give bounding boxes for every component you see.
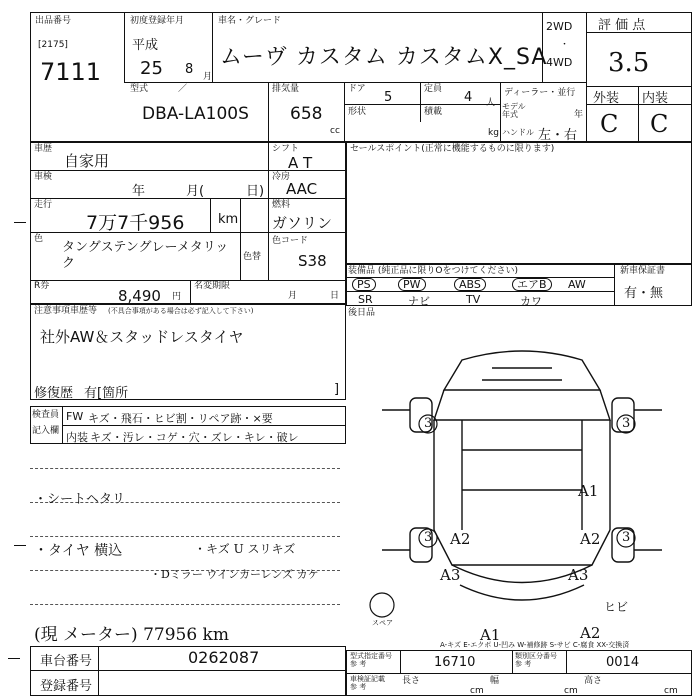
diagram-mark-a1-rear: A1	[480, 626, 501, 644]
color-code-label: 色コード	[272, 236, 309, 246]
color-value: タングステングレーメタリック	[62, 240, 229, 271]
drive-2wd: 2WD	[546, 20, 573, 33]
diagram-mark-crack: ヒビ	[604, 600, 629, 614]
car-name: ムーヴ カスタム カスタムX_SA	[220, 45, 548, 70]
equipment-item: エアB	[512, 278, 552, 291]
fuel-label: 燃料	[272, 200, 291, 210]
mileage-value: 7万7千956	[86, 212, 185, 234]
reg-year: 25	[140, 58, 163, 79]
diagram-mark-a3-right: A3	[568, 566, 589, 584]
displacement: 658	[290, 104, 323, 124]
equipment-item: カワ	[520, 295, 542, 308]
ac-value: AAC	[286, 180, 318, 198]
inspector-interior-items: キズ・汚レ・コゲ・穴・ズレ・キレ・破レ	[90, 431, 299, 444]
inspector-interior: 内装	[66, 431, 88, 444]
month-unit: 月	[203, 72, 213, 82]
era: 平成	[132, 38, 159, 53]
diagram-mark-a3-left: A3	[440, 566, 461, 584]
displacement-label: 排気量	[272, 84, 300, 94]
width-unit: cm	[564, 686, 578, 696]
handle: 左・右	[538, 128, 578, 143]
inspection-month: 月(	[186, 184, 205, 199]
inspection-label: 車検	[34, 172, 53, 182]
handwritten-note-1: ・シートヘタリ	[34, 492, 126, 507]
handwritten-note-4: (現 メーター) 77956 km	[34, 625, 229, 645]
inspector-fw: FW	[66, 410, 84, 423]
exterior-label: 外装	[593, 91, 620, 106]
equipment-item: PS	[352, 278, 376, 291]
chassis-label: 車台番号	[40, 654, 93, 669]
load-label: 積載	[424, 107, 443, 117]
shift-label: シフト	[272, 144, 300, 154]
width-label: 幅	[490, 676, 500, 686]
yen-unit: 円	[172, 292, 182, 302]
diagram-mark-a2-left: A2	[450, 530, 471, 548]
class-number: 0014	[606, 655, 640, 670]
doors: 5	[384, 90, 393, 105]
remarks-block	[30, 304, 346, 400]
equipment-label: 装備品 (純正品に限りOをつけてください)	[348, 266, 518, 276]
cert-label: 車検証記載 参 考	[350, 675, 385, 691]
fuel-value: ガソリン	[272, 214, 333, 232]
chassis-number: 0262087	[188, 648, 260, 667]
ac-label: 冷房	[272, 172, 291, 182]
mileage-label: 走行	[34, 200, 53, 210]
model-year-label: モデル 年式	[502, 102, 526, 119]
warranty-label: 新車保証書	[620, 266, 666, 276]
equipment-item: TV	[466, 293, 481, 306]
handle-label: ハンドル	[502, 128, 534, 137]
diagram-mark-3-fl: 3	[424, 416, 433, 431]
after-label: 後日品	[348, 308, 376, 318]
remarks-hint: (不具合事項がある場合は必ず記入して下さい)	[108, 307, 254, 315]
score-value: 3.5	[608, 48, 650, 78]
dealer-label: ディーラー・並行	[504, 88, 576, 98]
lot-sub: [2175]	[38, 40, 68, 50]
diagram-mark-3-rl: 3	[424, 530, 433, 545]
name-change-month: 月	[288, 291, 298, 301]
length-label: 長さ	[402, 676, 421, 686]
type-spec-number: 16710	[434, 655, 476, 670]
handwritten-note-2: ・タイヤ 横込	[34, 543, 123, 559]
spare-label: スペア	[372, 619, 393, 627]
equipment-item: AW	[568, 278, 586, 291]
sales-point-block	[346, 142, 692, 264]
length-unit: cm	[470, 686, 484, 696]
equipment-item: SR	[358, 293, 373, 306]
diagram-mark-3-fr: 3	[622, 416, 631, 431]
interior-grade: C	[650, 110, 669, 138]
kg-unit: kg	[488, 128, 499, 138]
door-label: ドア	[348, 84, 366, 94]
lot-number: 7111	[40, 58, 102, 86]
repair-value: 有[箇所	[84, 386, 129, 401]
damage-legend: A-キズ E-エクボ U-凹み W-補修跡 S-サビ C-腐食 XX-交換済	[440, 641, 630, 649]
name-label: 車名・グレード	[218, 16, 282, 26]
height-label: 高さ	[584, 676, 603, 686]
drive-4wd: 4WD	[546, 56, 573, 69]
model-label: 型式	[130, 84, 149, 94]
score-label: 評 価 点	[598, 18, 646, 33]
first-reg-label: 初度登録年月	[130, 16, 185, 26]
drive-dot: ・	[560, 40, 570, 50]
diagram-mark-a2-rear: A2	[580, 624, 601, 642]
repair-label: 修復歴	[34, 386, 74, 401]
use-label: 車歴	[34, 144, 53, 154]
remarks-text: 社外AW＆スタッドレスタイヤ	[40, 328, 244, 346]
diagram-mark-a2-right: A2	[580, 530, 601, 548]
capacity-label: 定員	[424, 84, 443, 94]
name-change-label: 名変期限	[194, 281, 231, 291]
km-unit: km	[218, 212, 239, 227]
capacity-unit: 人	[486, 98, 496, 108]
handwritten-note-2b: ・キズ U スリキズ	[194, 542, 296, 556]
exterior-grade: C	[600, 110, 619, 138]
reg-month: 8	[185, 62, 194, 77]
color-change: 色替	[243, 252, 262, 262]
equipment-item: PW	[398, 278, 426, 291]
recycle-label: R券	[34, 281, 50, 291]
class-label: 類別区分番号 参 考	[515, 652, 557, 668]
inspector-label-2: 記入欄	[32, 426, 60, 436]
inspector-fw-items: キズ・飛石・ヒビ割・リペア跡・×要	[88, 412, 273, 425]
interior-label: 内装	[642, 91, 669, 106]
use-value: 自家用	[64, 152, 110, 170]
diagram-mark-3-rr: 3	[622, 530, 631, 545]
year-unit: 年	[574, 110, 584, 120]
inspector-label-1: 検査員	[32, 410, 60, 420]
warranty-value: 有・無	[624, 286, 664, 301]
inspection-day: 日)	[246, 184, 265, 199]
equipment-item: ABS	[454, 278, 486, 291]
sales-point-label: セールスポイント(正常に機能するものに限ります)	[350, 144, 555, 154]
repair-close: ]	[334, 382, 340, 397]
shift-value: A T	[288, 154, 313, 172]
shape-label: 形状	[348, 107, 367, 117]
model-slash: ／	[178, 84, 188, 94]
equipment-item: ナビ	[408, 295, 430, 308]
capacity: 4	[464, 90, 473, 105]
recycle-value: 8,490	[118, 287, 161, 305]
height-unit: cm	[664, 686, 678, 696]
car-damage-diagram	[352, 340, 692, 640]
remarks-label: 注意事項車歴等	[34, 306, 98, 316]
reg-label: 登録番号	[40, 679, 93, 694]
model-code: DBA-LA100S	[142, 104, 249, 124]
color-label: 色	[34, 234, 44, 244]
type-spec-label: 型式指定番号 参 考	[350, 652, 392, 668]
handwritten-note-3: ・Dミラー ウインカーレンズ カケ	[150, 568, 319, 581]
color-code: S38	[298, 252, 327, 270]
diagram-mark-a1-right: A1	[578, 482, 599, 500]
name-change-day: 日	[330, 291, 340, 301]
cc-unit: cc	[330, 126, 340, 136]
lot-label: 出品番号	[35, 16, 72, 26]
inspection-year: 年	[132, 184, 146, 199]
